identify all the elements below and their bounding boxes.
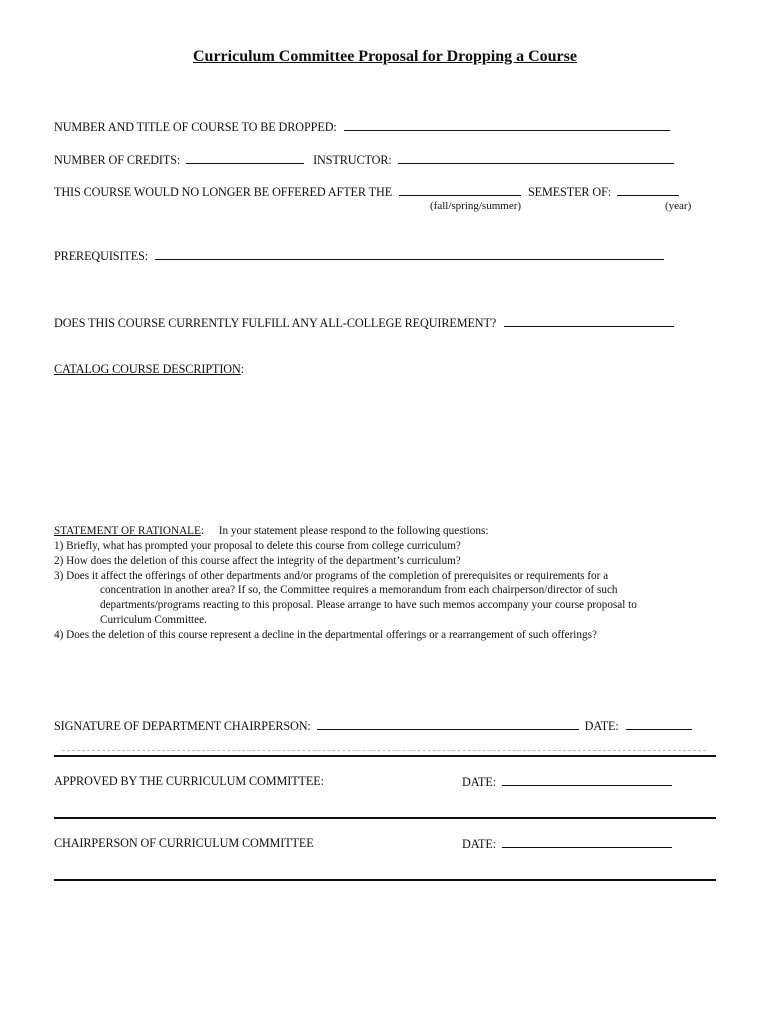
committee-chair-date-field[interactable] [502, 836, 672, 848]
catalog-description-area[interactable] [54, 382, 716, 518]
rationale-question-3: 3) Does it affect the offerings of other departments and/or programs of the completion of prerequisites or requirements for a [54, 570, 609, 582]
approved-date-label: DATE: [462, 775, 497, 789]
dotted-divider [62, 750, 706, 751]
no-longer-offered-row [54, 184, 679, 200]
dept-chair-signature-row [54, 718, 692, 734]
credits-field[interactable] [186, 152, 304, 164]
prerequisites-row [54, 248, 664, 264]
prerequisites-label: PREREQUISITES: [54, 249, 149, 263]
all-college-label: DOES THIS COURSE CURRENTLY FULFILL ANY ALL-COLLEGE REQUIREMENT? [54, 316, 497, 330]
course-number-title-row [54, 119, 670, 135]
catalog-description-heading [54, 362, 244, 377]
rationale-question-3-cont-1: concentration in another area? If so, the Committee requires a memorandum from each chairperson/director of such [100, 584, 618, 596]
section-divider-1 [54, 755, 716, 757]
semester-field[interactable] [399, 184, 521, 196]
rationale-question-2: 2) How does the deletion of this course affect the integrity of the department’s curriculum? [54, 555, 461, 567]
approved-label: APPROVED BY THE CURRICULUM COMMITTEE: [54, 774, 324, 788]
catalog-description-colon: : [240, 362, 244, 376]
prerequisites-field[interactable] [155, 248, 664, 260]
committee-chair-label: CHAIRPERSON OF CURRICULUM COMMITTEE [54, 836, 314, 850]
form-title: Curriculum Committee Proposal for Dropping a Course [193, 48, 577, 65]
dept-chair-date-field[interactable] [626, 718, 692, 730]
dept-chair-signature-field[interactable] [317, 718, 579, 730]
approved-signature-area[interactable] [54, 792, 454, 816]
no-longer-offered-label: THIS COURSE WOULD NO LONGER BE OFFERED AFTER THE [54, 185, 393, 199]
approved-date-row [462, 774, 672, 790]
rationale-heading-colon: : [200, 525, 204, 537]
all-college-field[interactable] [504, 315, 674, 327]
rationale-question-3-cont-2: departments/programs reacting to this proposal. Please arrange to have such memos accompany your course proposal to [100, 599, 637, 611]
rationale-heading: STATEMENT OF RATIONALE [54, 525, 201, 537]
course-number-title-label: NUMBER AND TITLE OF COURSE TO BE DROPPED: [54, 120, 337, 134]
rationale-question-3-cont-3: Curriculum Committee. [100, 614, 207, 626]
year-hint: (year) [665, 200, 692, 212]
committee-chair-signature-area[interactable] [54, 854, 454, 878]
rationale-heading-row [54, 524, 488, 539]
dept-chair-signature-label: SIGNATURE OF DEPARTMENT CHAIRPERSON: [54, 719, 311, 733]
all-college-row [54, 315, 674, 331]
approved-date-field[interactable] [502, 774, 672, 786]
committee-chair-date-label: DATE: [462, 837, 497, 851]
year-field[interactable] [617, 184, 679, 196]
section-divider-3 [54, 879, 716, 881]
instructor-label: INSTRUCTOR: [313, 153, 392, 167]
credits-label: NUMBER OF CREDITS: [54, 153, 181, 167]
catalog-description-label: CATALOG COURSE DESCRIPTION [54, 362, 241, 376]
credits-instructor-row [54, 152, 674, 168]
section-divider-2 [54, 817, 716, 819]
course-number-title-field[interactable] [344, 119, 670, 131]
rationale-intro: In your statement please respond to the following questions: [218, 525, 489, 537]
committee-chair-date-row [462, 836, 672, 852]
rationale-question-4: 4) Does the deletion of this course represent a decline in the departmental offerings or a rearrangement of such offerings? [54, 629, 597, 641]
semester-hint: (fall/spring/summer) [430, 200, 522, 212]
semester-of-label: SEMESTER OF: [527, 185, 612, 199]
dept-chair-date-label: DATE: [584, 719, 619, 733]
rationale-question-1: 1) Briefly, what has prompted your proposal to delete this course from college curriculum? [54, 540, 461, 552]
instructor-field[interactable] [398, 152, 674, 164]
